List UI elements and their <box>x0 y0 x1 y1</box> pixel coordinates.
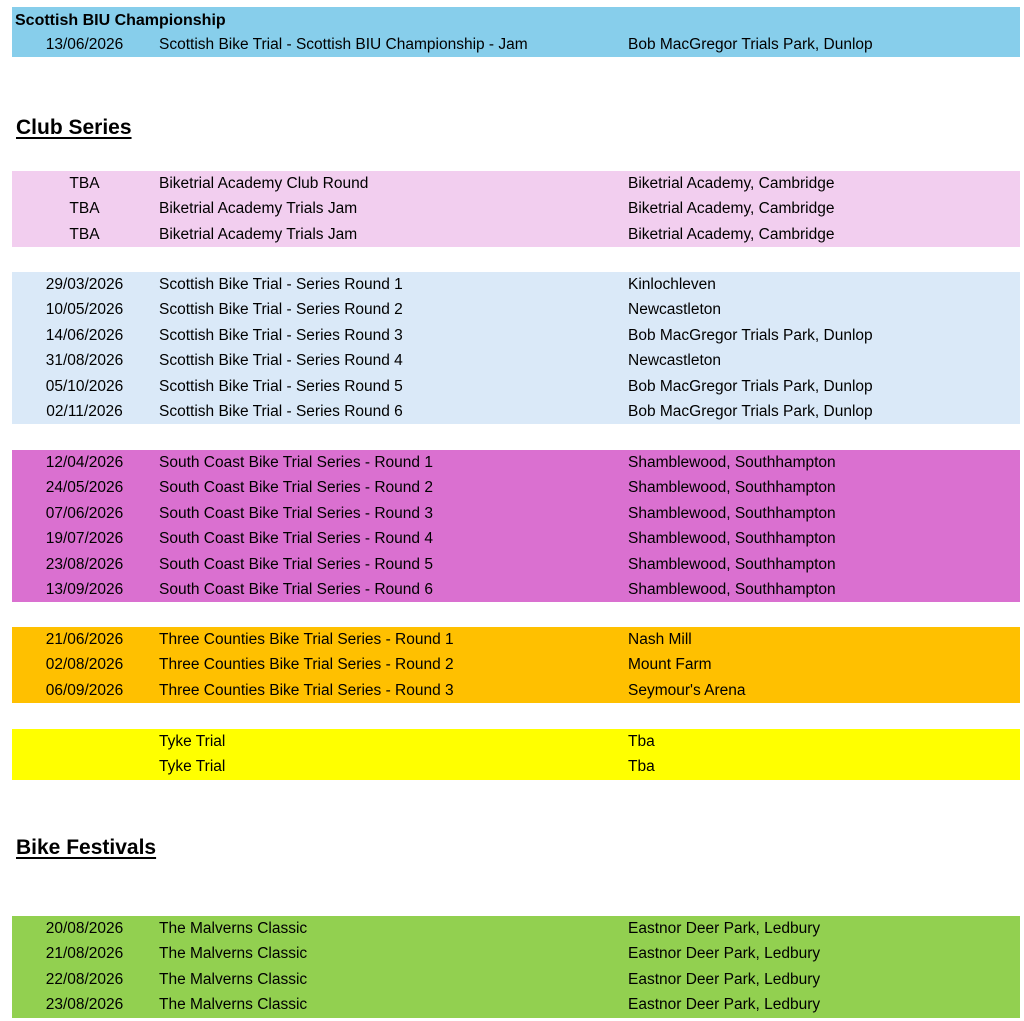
event-name: The Malverns Classic <box>159 945 308 963</box>
table-row <box>12 399 1020 424</box>
event-name: Scottish Bike Trial - Series Round 6 <box>159 402 403 420</box>
table-row <box>12 475 1020 500</box>
bike-festivals-heading: Bike Festivals <box>16 836 157 859</box>
table-row <box>12 450 1020 475</box>
table-row <box>12 967 1020 992</box>
event-date: 05/10/2026 <box>45 377 124 395</box>
event-name: Scottish Bike Trial - Series Round 3 <box>159 326 403 344</box>
event-name: Three Counties Bike Trial Series - Round 1 <box>159 631 454 648</box>
event-venue: Bob MacGregor Trials Park, Dunlop <box>628 326 873 344</box>
event-venue: Shamblewood, Southhampton <box>628 454 836 471</box>
event-venue: Eastnor Deer Park, Ledbury <box>628 945 821 963</box>
festival-group-malverns <box>12 916 1020 1018</box>
table-row <box>12 577 1020 602</box>
table-row <box>12 678 1020 703</box>
table-row <box>12 627 1020 652</box>
event-venue: Tba <box>628 733 655 750</box>
table-row <box>12 992 1020 1017</box>
event-name: Biketrial Academy Trials Jam <box>159 225 358 243</box>
event-date: 31/08/2026 <box>45 352 124 370</box>
event-venue: Newcastleton <box>628 301 722 319</box>
event-date: TBA <box>69 200 100 218</box>
event-name: South Coast Bike Trial Series - Round 3 <box>159 504 433 522</box>
event-venue: Eastnor Deer Park, Ledbury <box>628 920 821 937</box>
event-venue: Shamblewood, Southhampton <box>628 530 836 548</box>
club-group-biketrial-academy <box>12 171 1020 247</box>
event-date: 20/08/2026 <box>45 920 124 937</box>
club-group-south-coast <box>12 450 1020 602</box>
event-venue: Nash Mill <box>628 631 692 648</box>
table-row <box>12 652 1020 677</box>
event-name: Scottish Bike Trial - Series Round 1 <box>159 276 403 293</box>
event-name: South Coast Bike Trial Series - Round 4 <box>159 530 433 548</box>
event-date: 13/09/2026 <box>45 580 124 598</box>
event-name: Biketrial Academy Club Round <box>159 175 369 192</box>
event-name: The Malverns Classic <box>159 996 308 1014</box>
event-venue: Shamblewood, Southhampton <box>628 580 836 598</box>
event-name: Scottish Bike Trial - Series Round 4 <box>159 352 403 370</box>
event-venue: Tba <box>628 758 655 776</box>
table-row <box>12 526 1020 551</box>
table-row <box>12 272 1020 297</box>
event-name: Tyke Trial <box>159 733 226 750</box>
club-series-heading: Club Series <box>16 116 132 139</box>
championship-band <box>12 7 1020 57</box>
event-venue: Shamblewood, Southhampton <box>628 555 836 573</box>
event-name: South Coast Bike Trial Series - Round 2 <box>159 479 433 497</box>
event-date: 10/05/2026 <box>45 301 124 319</box>
table-row <box>12 729 1020 754</box>
event-venue: Shamblewood, Southhampton <box>628 504 836 522</box>
event-date: 06/09/2026 <box>45 681 124 699</box>
club-group-scottish-series <box>12 272 1020 424</box>
table-row <box>12 32 1020 57</box>
event-venue: Bob MacGregor Trials Park, Dunlop <box>628 36 873 53</box>
event-name: The Malverns Classic <box>159 970 308 988</box>
table-row <box>12 501 1020 526</box>
event-date: 14/06/2026 <box>45 326 124 344</box>
event-venue: Newcastleton <box>628 352 722 370</box>
event-name: Biketrial Academy Trials Jam <box>159 200 358 218</box>
event-venue: Seymour's Arena <box>628 681 746 699</box>
event-venue: Biketrial Academy, Cambridge <box>628 200 835 218</box>
event-date: 02/11/2026 <box>46 402 123 420</box>
club-group-tyke-trial <box>12 729 1020 780</box>
event-venue: Bob MacGregor Trials Park, Dunlop <box>628 402 873 420</box>
event-date: 24/05/2026 <box>45 479 124 497</box>
event-venue: Biketrial Academy, Cambridge <box>628 225 835 243</box>
event-date: 22/08/2026 <box>45 970 124 988</box>
event-name: Three Counties Bike Trial Series - Round 3 <box>159 681 454 699</box>
event-date: 13/06/2026 <box>45 36 124 53</box>
event-date: 07/06/2026 <box>45 504 124 522</box>
table-row <box>12 171 1020 196</box>
table-row <box>12 374 1020 399</box>
table-row <box>12 348 1020 373</box>
event-date: 23/08/2026 <box>45 555 124 573</box>
event-venue: Biketrial Academy, Cambridge <box>628 175 835 192</box>
event-name: Scottish Bike Trial - Series Round 5 <box>159 377 403 395</box>
championship-title: Scottish BIU Championship <box>15 12 226 29</box>
event-date: 21/06/2026 <box>45 631 124 648</box>
event-name: Scottish Bike Trial - Series Round 2 <box>159 301 403 319</box>
event-name: South Coast Bike Trial Series - Round 6 <box>159 580 433 598</box>
event-name: Scottish Bike Trial - Scottish BIU Championship - Jam <box>159 36 528 53</box>
table-row <box>12 916 1020 941</box>
event-name: South Coast Bike Trial Series - Round 5 <box>159 555 433 573</box>
table-row <box>12 552 1020 577</box>
event-date: 19/07/2026 <box>45 530 124 548</box>
table-row <box>12 222 1020 247</box>
event-name: Tyke Trial <box>159 758 226 776</box>
event-venue: Shamblewood, Southhampton <box>628 479 836 497</box>
table-row <box>12 941 1020 966</box>
table-row <box>12 754 1020 779</box>
event-date: 29/03/2026 <box>45 276 124 293</box>
club-group-three-counties <box>12 627 1020 703</box>
event-date: TBA <box>69 225 100 243</box>
event-name: Three Counties Bike Trial Series - Round 2 <box>159 656 454 674</box>
event-name: The Malverns Classic <box>159 920 308 937</box>
table-row <box>12 323 1020 348</box>
table-row <box>12 196 1020 221</box>
event-date: 21/08/2026 <box>45 945 124 963</box>
event-venue: Eastnor Deer Park, Ledbury <box>628 996 821 1014</box>
event-venue: Eastnor Deer Park, Ledbury <box>628 970 821 988</box>
event-date: 23/08/2026 <box>45 996 124 1014</box>
event-date: TBA <box>69 175 100 192</box>
event-date: 02/08/2026 <box>45 656 124 674</box>
event-date: 12/04/2026 <box>45 454 124 471</box>
event-venue: Kinlochleven <box>628 276 716 293</box>
event-name: South Coast Bike Trial Series - Round 1 <box>159 454 433 471</box>
table-row <box>12 297 1020 322</box>
event-venue: Mount Farm <box>628 656 712 674</box>
event-venue: Bob MacGregor Trials Park, Dunlop <box>628 377 873 395</box>
